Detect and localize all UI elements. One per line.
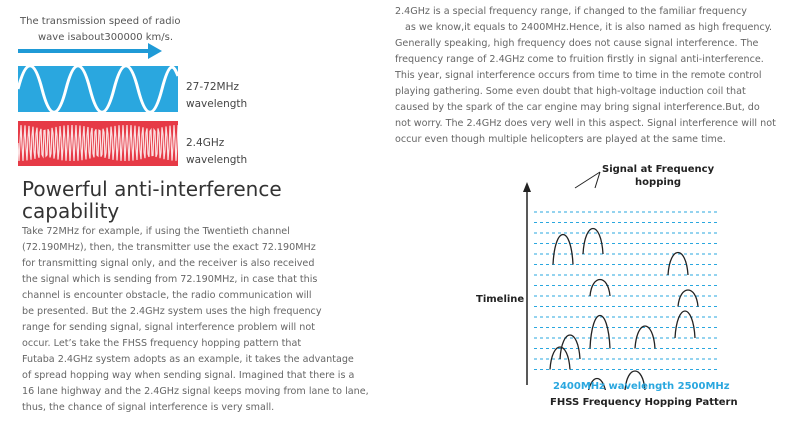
low-frequency-wavelength: wavelength [186,98,248,110]
section-heading-line2: capability [22,199,120,223]
left-paragraph-line: occur. Let’s take the FHSS frequency hopping pattern that [22,338,302,349]
high-frequency-value: 2.4GHz [186,137,225,149]
right-paragraph-line: occur even though multiple helicopters are played at the same time. [395,134,726,145]
speed-caption-line1: The transmission speed of radio [20,16,181,27]
right-paragraph-line: 2.4GHz is a special frequency range, if changed to the familiar frequency [395,6,747,17]
signal-pulse [583,229,603,255]
left-paragraph-line: thus, the chance of signal interference is very small. [22,402,275,413]
left-paragraph-line: be presented. But the 2.4GHz system uses the high frequency [22,306,322,317]
signal-pulse [553,235,573,265]
speed-caption-line2: wave isabout300000 km/s. [38,32,174,43]
timeline-arrow-icon [523,182,531,192]
speed-caption [20,14,200,46]
signal-pulse [560,335,580,359]
signal-callout-line1: Signal at Frequency [602,164,715,175]
high-frequency-wave-icon [18,121,178,166]
left-paragraph-line: range for sending signal, signal interference problem will not [22,322,315,333]
low-frequency-label [186,79,247,113]
signal-pulses [550,229,698,391]
high-frequency-label [186,135,247,169]
right-paragraph-line: frequency range of 2.4GHz come to fruition firstly in signal anti-interference. [395,54,764,65]
left-paragraph-line: the signal which is sending from 72.190MHz, in case that this [22,274,318,285]
low-frequency-wave-graphic [18,66,178,112]
signal-pulse [675,311,695,338]
direction-arrow-icon [148,43,162,59]
left-paragraph-line: Futaba 2.4GHz system adopts as an example, it takes the advantage [22,354,354,365]
left-paragraph-line: 16 lane highway and the 2.4GHz signal keeps moving from lane to lane, [22,386,369,397]
right-paragraph-line: Generally speaking, high frequency does not cause signal interference. The [395,38,759,49]
left-paragraph [22,224,382,416]
fhss-diagram [520,160,780,390]
signal-pulse [668,253,688,276]
right-paragraph-line: playing gathering. Some even doubt that high-voltage induction coil that [395,86,746,97]
direction-arrow-shaft [18,49,151,53]
low-frequency-value: 27-72MHz [186,81,239,93]
low-frequency-wave-icon [18,66,178,112]
high-frequency-wavelength: wavelength [186,154,248,166]
signal-callout-label [602,163,714,189]
band-label: 2400MHz wavelength 2500MHz [553,381,730,392]
diagram-caption: FHSS Frequency Hopping Pattern [550,397,738,408]
right-paragraph-line: not worry. The 2.4GHz does very well in this aspect. Signal interference will not [395,118,776,129]
right-paragraph-line: as we know,it equals to 2400MHz.Hence, it is also named as high frequency. [405,22,773,33]
signal-pulse [635,326,655,349]
right-paragraph-line: caused by the spark of the car engine may bring signal interference.But, do [395,102,760,113]
right-paragraph-line: This year, signal interference occurs from time to time in the remote control [395,70,762,81]
section-heading-line1: Powerful anti-interference [22,177,282,201]
right-paragraph [395,4,791,148]
high-frequency-wave-graphic [18,121,178,166]
timeline-label: Timeline [476,294,525,305]
signal-callout-line2: hopping [635,177,682,188]
left-paragraph-line: Take 72MHz for example, if using the Twentieth channel [22,226,290,237]
signal-pulse [590,280,610,297]
signal-pulse [590,316,610,349]
left-paragraph-line: (72.190MHz), then, the transmitter use the exact 72.190MHz [22,242,316,253]
left-paragraph-line: of spread hopping way when sending signal. Imagined that there is a [22,370,355,381]
left-paragraph-line: channel is encounter obstacle, the radio communication will [22,290,312,301]
section-heading [22,178,282,222]
signal-pulse [678,290,698,307]
left-paragraph-line: for transmitting signal only, and the receiver is also received [22,258,315,269]
